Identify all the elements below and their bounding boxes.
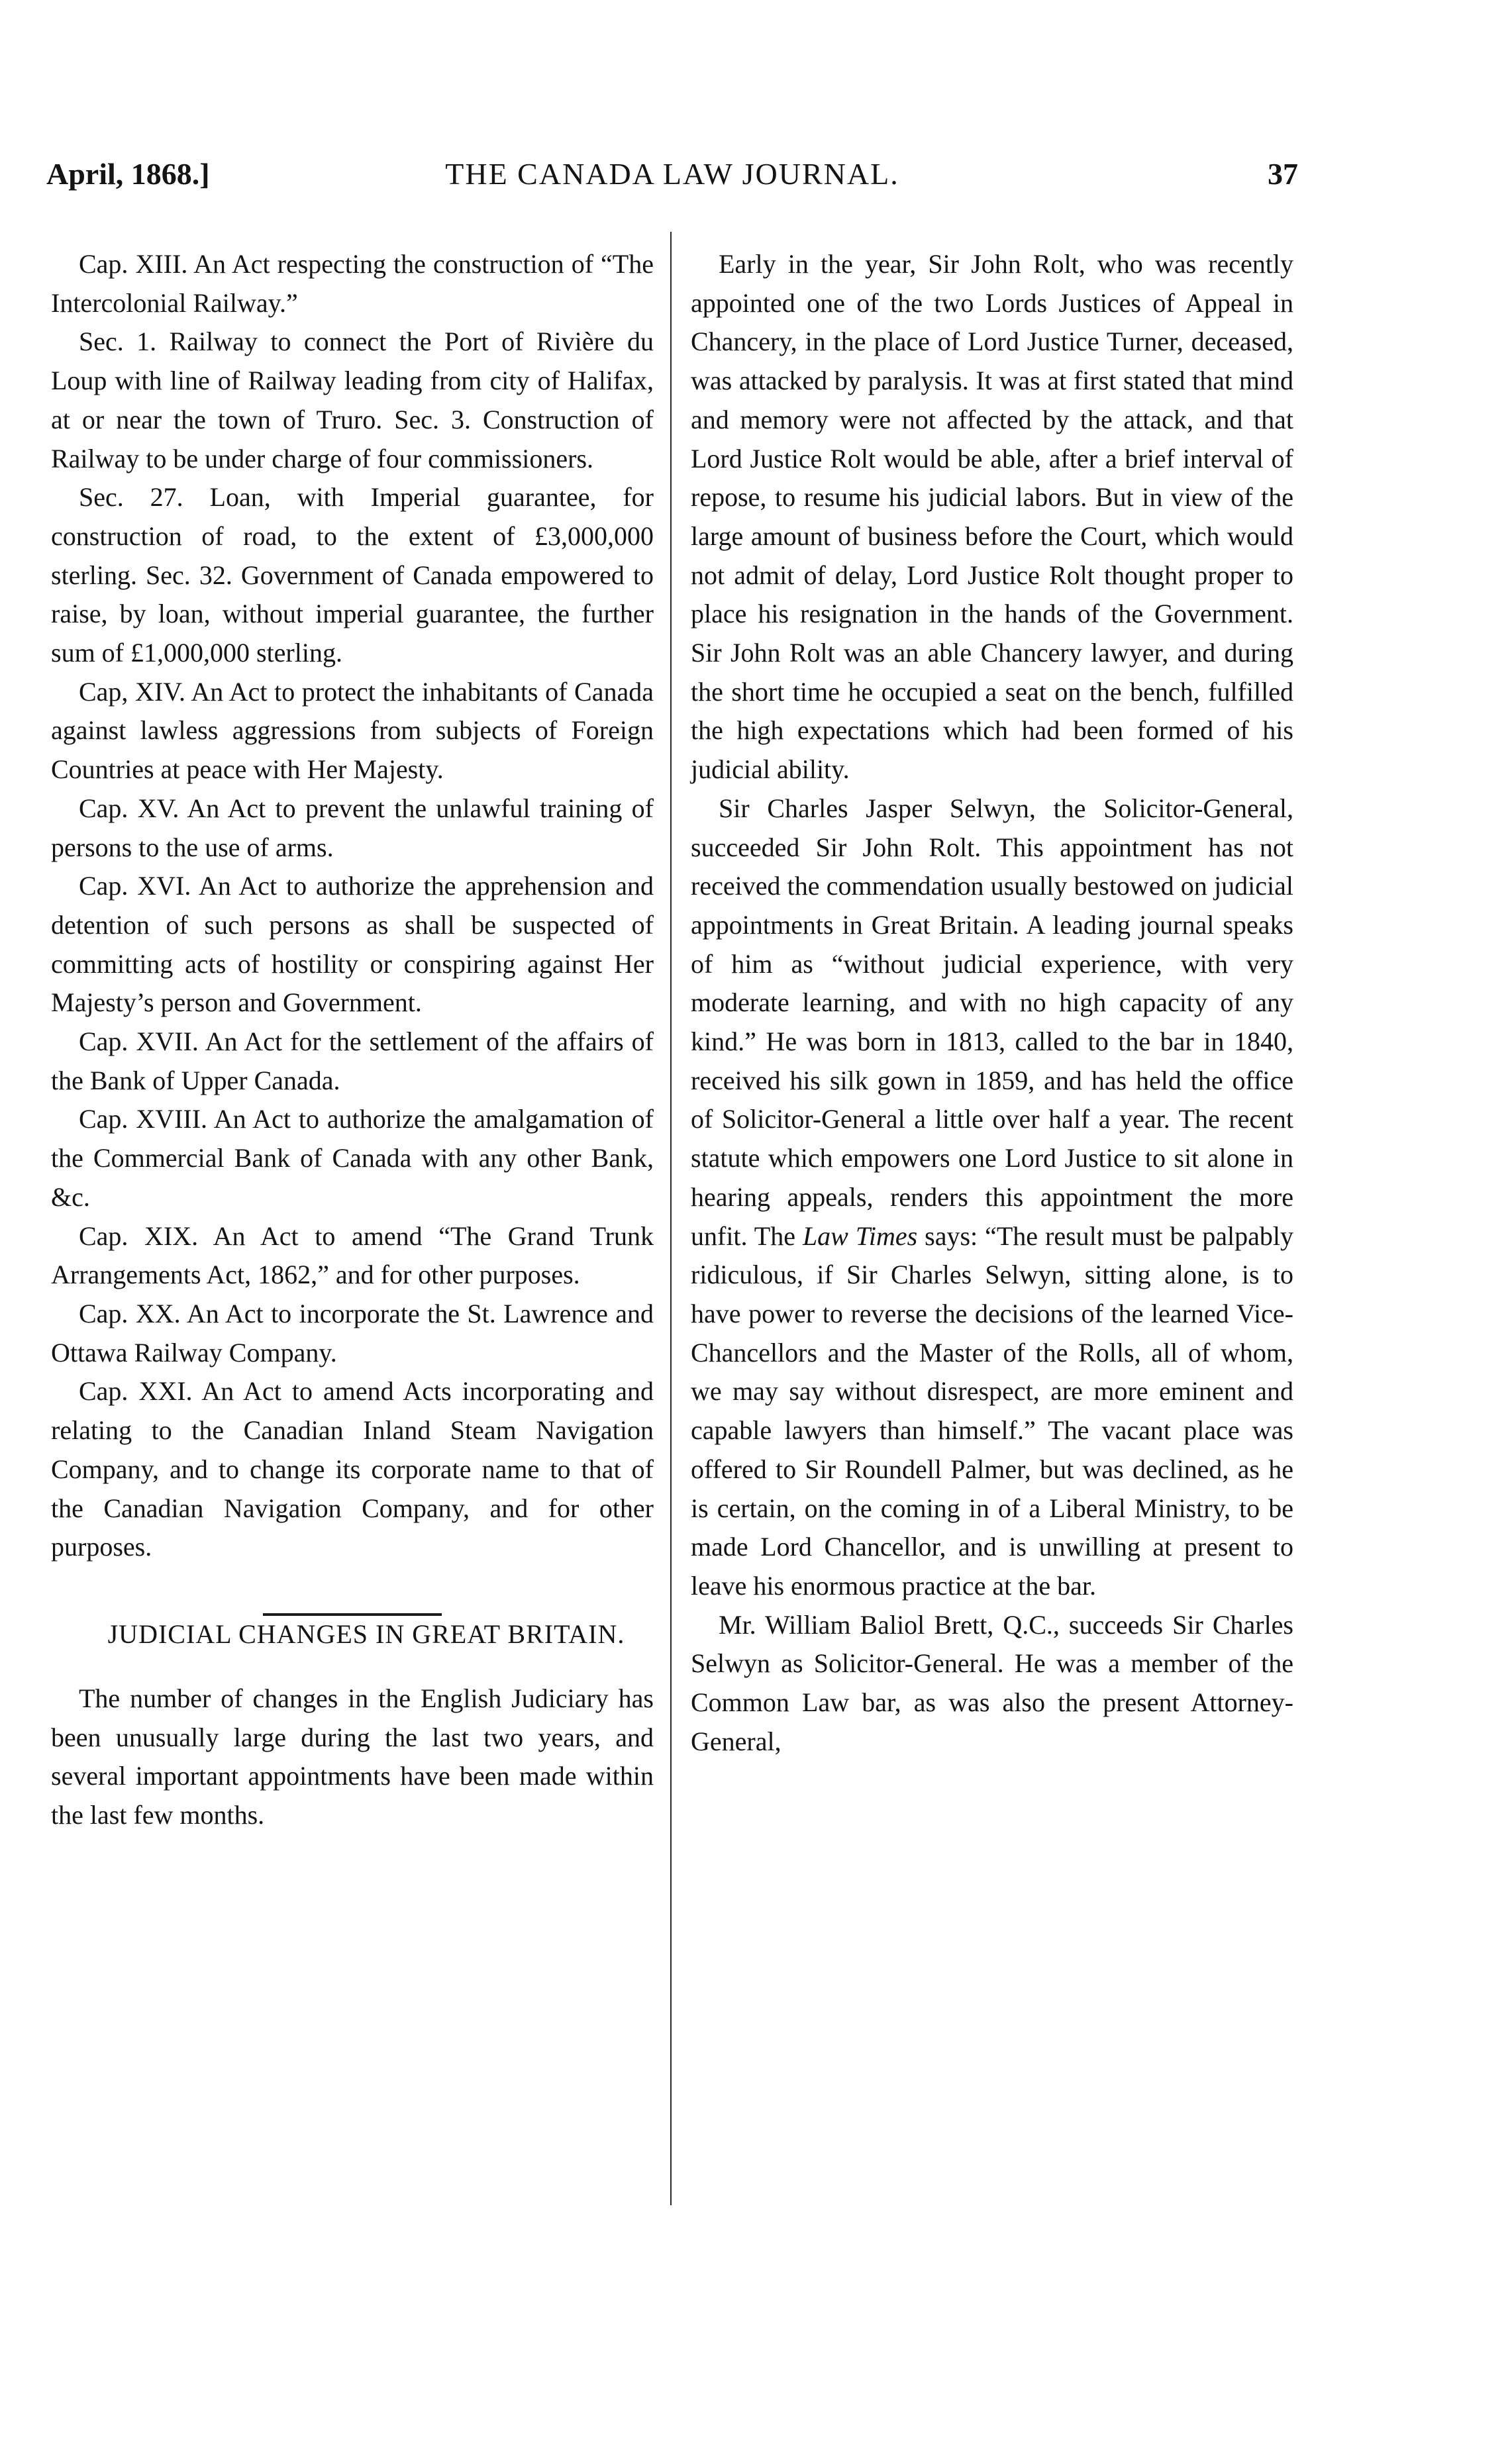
- journal-title: THE CANADA LAW JOURNAL.: [445, 157, 899, 191]
- paragraph-text: says: “The result must be palpably ridiculous, if Sir Charles Selwyn, sitting alone, is to have power to reverse the decisions of the learned Vice-Chancellors and the Master of the Rolls, all of whom, we may say without disrespect, are more eminent and capable lawyers than himself.” The vacant place was offered to Sir Roundell Palmer, but was declined, as he is certain, on the coming in of a Liberal Ministry, to be made Lord Chancellor, and is unwilling at present to leave his enormous practice at the bar.: [691, 1220, 1294, 1601]
- article-paragraph: Early in the year, Sir John Rolt, who was recently appointed one of the two Lords Justices of Appeal in Chancery, in the place of Lord Justice Turner, deceased, was attacked by paralysis. It was at first stated that mind and memory were not affected by the attack, and that Lord Justice Rolt would be able, after a brief interval of repose, to resume his judicial labors. But in view of the large amount of business before the Court, which would not admit of delay, Lord Justice Rolt thought proper to place his resignation in the hands of the Government. Sir John Rolt was an able Chancery lawyer, and during the short time he occupied a seat on the bench, fulfilled the high expectations which had been formed of his judicial ability.: [691, 249, 1293, 785]
- section-heading: JUDICIAL CHANGES IN GREAT BRITAIN.: [107, 1619, 625, 1649]
- act-paragraph: Cap. XXI. An Act to amend Acts incorporating and relating to the Canadian Inland Steam Navigation Company, and to change its corporate name to that of the Canadian Navigation Company, and for other purposes.: [51, 1376, 654, 1562]
- act-paragraph: Cap. XVII. An Act for the settlement of the affairs of the Bank of Upper Canada.: [51, 1026, 654, 1095]
- header-date: April, 1868.]: [46, 157, 210, 191]
- left-column: [51, 245, 654, 1835]
- publication-title: Law Times: [802, 1220, 918, 1251]
- act-paragraph: Cap. XV. An Act to prevent the unlawful training of persons to the use of arms.: [51, 793, 654, 862]
- article-paragraph: Mr. William Baliol Brett, Q.C., succeeds Sir Charles Selwyn as Solicitor-General. He was a member of the Common Law bar, as was also the present Attorney-General,: [691, 1609, 1293, 1756]
- act-paragraph: Cap. XVI. An Act to authorize the apprehension and detention of such persons as shall be suspected of committing acts of hostility or conspiring against Her Majesty’s person and Government.: [51, 871, 654, 1018]
- column-divider: [670, 232, 672, 2205]
- paragraph-text: Sir Charles Jasper Selwyn, the Solicitor-General, succeeded Sir John Rolt. This appointment has not received the commendation usually bestowed on judicial appointments in Great Britain. A leading journal speaks of him as “without judicial experience, with very moderate learning, and with no high capacity of any kind.” He was born in 1813, called to the bar in 1840, received his silk gown in 1859, and has held the office of Solicitor-General a little over half a year. The recent statute which empowers one Lord Justice to sit alone in hearing appeals, renders this appointment the more unfit. The: [691, 793, 1293, 1251]
- right-column: [691, 245, 1293, 1761]
- act-paragraph: Cap, XIV. An Act to protect the inhabitants of Canada against lawless aggressions from subjects of Foreign Countries at peace with Her Majesty.: [51, 676, 654, 785]
- page-number: 37: [1268, 157, 1298, 191]
- act-paragraph: Sec. 27. Loan, with Imperial guarantee, for construction of road, to the extent of £3,000,000 sterling. Sec. 32. Government of Canada empowered to raise, by loan, without imperial guarantee, the further sum of £1,000,000 sterling.: [51, 482, 654, 668]
- running-header: [46, 151, 1298, 197]
- act-paragraph: Cap. XX. An Act to incorporate the St. Lawrence and Ottawa Railway Company.: [51, 1298, 654, 1368]
- article-paragraph: [691, 789, 1293, 1606]
- act-paragraph: Cap. XIII. An Act respecting the construction of “The Intercolonial Railway.”: [51, 249, 654, 318]
- act-paragraph: Cap. XVIII. An Act to authorize the amalgamation of the Commercial Bank of Canada with any other Bank, &c.: [51, 1104, 654, 1212]
- act-paragraph: Cap. XIX. An Act to amend “The Grand Trunk Arrangements Act, 1862,” and for other purposes.: [51, 1220, 654, 1290]
- article-paragraph: The number of changes in the English Judiciary has been unusually large during the last two years, and several important appointments have been made within the last few months.: [51, 1683, 654, 1830]
- act-paragraph: Sec. 1. Railway to connect the Port of Rivière du Loup with line of Railway leading from city of Halifax, at or near the town of Truro. Sec. 3. Construction of Railway to be under charge of four commissioners.: [51, 326, 654, 473]
